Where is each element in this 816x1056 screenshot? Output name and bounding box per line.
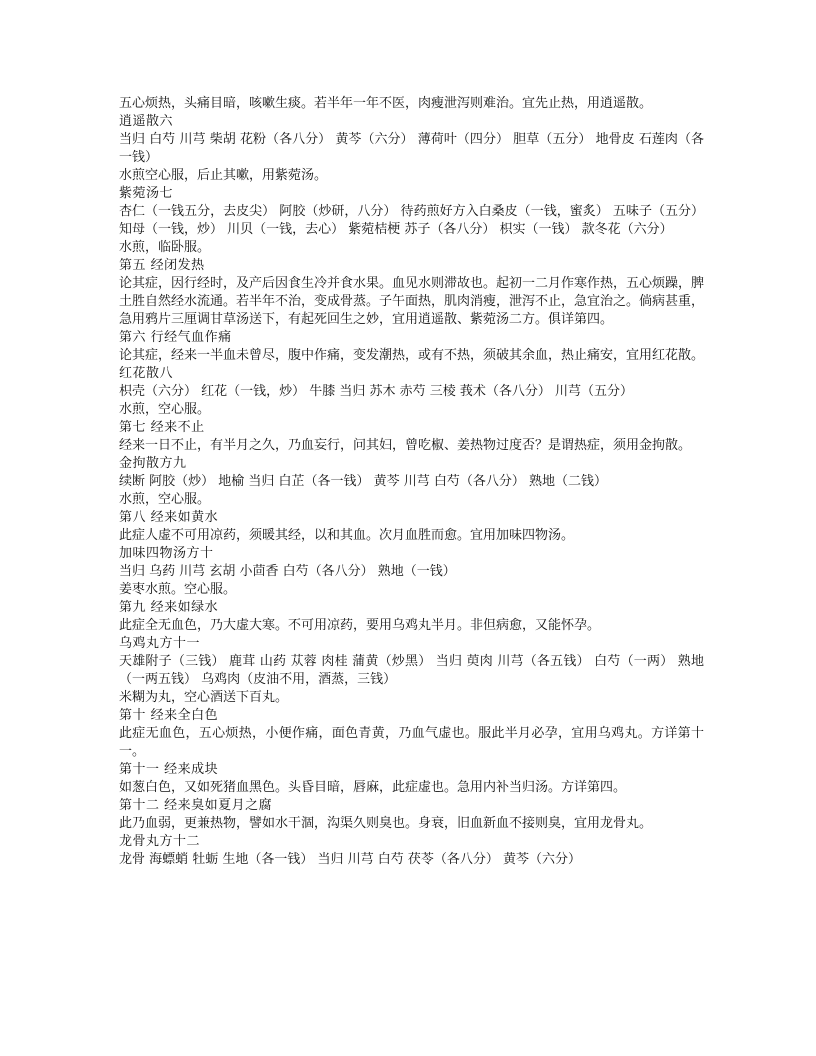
section-heading: 第八 经来如黄水 (119, 510, 219, 525)
text-line: 水煎，空心服。 (119, 492, 211, 507)
section-heading: 第五 经闭发热 (119, 258, 205, 273)
section-heading: 第十 经来全白色 (119, 708, 219, 723)
text-line: 杏仁（一钱五分，去皮尖） 阿胶（炒研，八分） 待药煎好方入白桑皮（一钱，蜜炙） 五味子（五分） 知母（一钱，炒） 川贝（一钱，去心） 紫菀桔梗 苏子（各八分） 枳实（一钱） 款冬花（六分） (119, 204, 704, 237)
formula-title: 加味四物汤方十 (119, 546, 214, 561)
formula-title: 逍遥散六 (119, 114, 174, 129)
text-line: 此症无血色，五心烦热，小便作痛，面色青黄，乃血气虚也。服此半月必孕，宜用乌鸡丸。方详第十一。 (119, 726, 704, 759)
text-line: 水煎空心服，后止其嗽，用紫菀汤。 (119, 168, 328, 183)
text-line: 水煎，空心服。 (119, 402, 211, 417)
text-line: 米糊为丸，空心酒送下百丸。 (119, 690, 289, 705)
text-line: 如葱白色，又如死猪血黑色。头昏目暗，唇麻，此症虚也。急用内补当归汤。方详第四。 (119, 780, 627, 795)
text-line: 此症人虚不可用凉药，须暖其经，以和其血。次月血胜而愈。宜用加味四物汤。 (119, 528, 575, 543)
section-heading: 第七 经来不止 (119, 420, 205, 435)
section-heading: 第十二 经来臭如夏月之腐 (119, 798, 273, 813)
section-heading: 第六 行经气血作痛 (119, 330, 232, 345)
text-line: 续断 阿胶（炒） 地榆 当归 白芷（各一钱） 黄芩 川芎 白芍（各八分） 熟地（二钱） (119, 474, 608, 489)
text-line: 此症全无血色，乃大虚大寒。不可用凉药，要用乌鸡丸半月。非但病愈，又能怀孕。 (119, 618, 601, 633)
formula-title: 乌鸡丸方十一 (119, 636, 201, 651)
text-line: 龙骨 海螵蛸 牡蛎 生地（各一钱） 当归 川芎 白芍 茯苓（各八分） 黄芩（六分） (119, 852, 582, 867)
formula-title: 红花散八 (119, 366, 174, 381)
text-line: 经来一日不止，有半月之久，乃血妄行，问其妇，曾吃椒、姜热物过度否？是谓热症，须用金拘散。 (119, 438, 692, 453)
text-line: 当归 乌药 川芎 玄胡 小茴香 白芍（各八分） 熟地（一钱） (119, 564, 456, 579)
formula-title: 金拘散方九 (119, 456, 187, 471)
formula-title: 龙骨丸方十二 (119, 834, 201, 849)
text-line: 天雄附子（三钱） 鹿茸 山药 苁蓉 肉桂 蒲黄（炒黑） 当归 萸肉 川芎（各五钱） 白芍（一两） 熟地（一两五钱） 乌鸡肉（皮油不用，酒蒸，三钱） (119, 654, 704, 687)
section-heading: 第十一 经来成块 (119, 762, 219, 777)
text-line: 论其症，经来一半血未曾尽，腹中作痛，变发潮热，或有不热，须破其余血，热止痛安，宜用红花散。 (119, 348, 705, 363)
formula-title: 紫菀汤七 (119, 186, 174, 201)
text-line: 当归 白芍 川芎 柴胡 花粉（各八分） 黄芩（六分） 薄荷叶（四分） 胆草（五分） 地骨皮 石莲肉（各一钱） (119, 132, 704, 165)
text-line: 枳壳（六分） 红花（一钱，炒） 牛膝 当归 苏木 赤芍 三棱 莪术（各八分） 川芎（五分） (119, 384, 634, 399)
text-line: 姜枣水煎。空心服。 (119, 582, 237, 597)
document-page (119, 95, 704, 869)
text-line: 水煎，临卧服。 (119, 240, 211, 255)
text-line: 此乃血弱，更兼热物，譬如水干涸，沟渠久则臭也。身衰，旧血新血不接则臭，宜用龙骨丸。 (119, 816, 653, 831)
text-line: 论其症，因行经时，及产后因食生冷并食水果。血见水则滞故也。起初一二月作寒作热，五心烦躁，脾土胜自然经水流通。若半年不治，变成骨蒸。子午面热，肌肉消瘦，泄泻不止，急宜治之。倘病甚重，急用鸦片三厘调甘草汤送下，有起死回生之妙，宜用逍遥散、紫菀汤二方。俱详第四。 (119, 276, 705, 327)
text-line: 五心烦热，头痛目暗，咳嗽生痰。若半年一年不医，肉瘦泄泻则难治。宜先止热，用逍遥散。 (119, 96, 653, 111)
section-heading: 第九 经来如绿水 (119, 600, 219, 615)
